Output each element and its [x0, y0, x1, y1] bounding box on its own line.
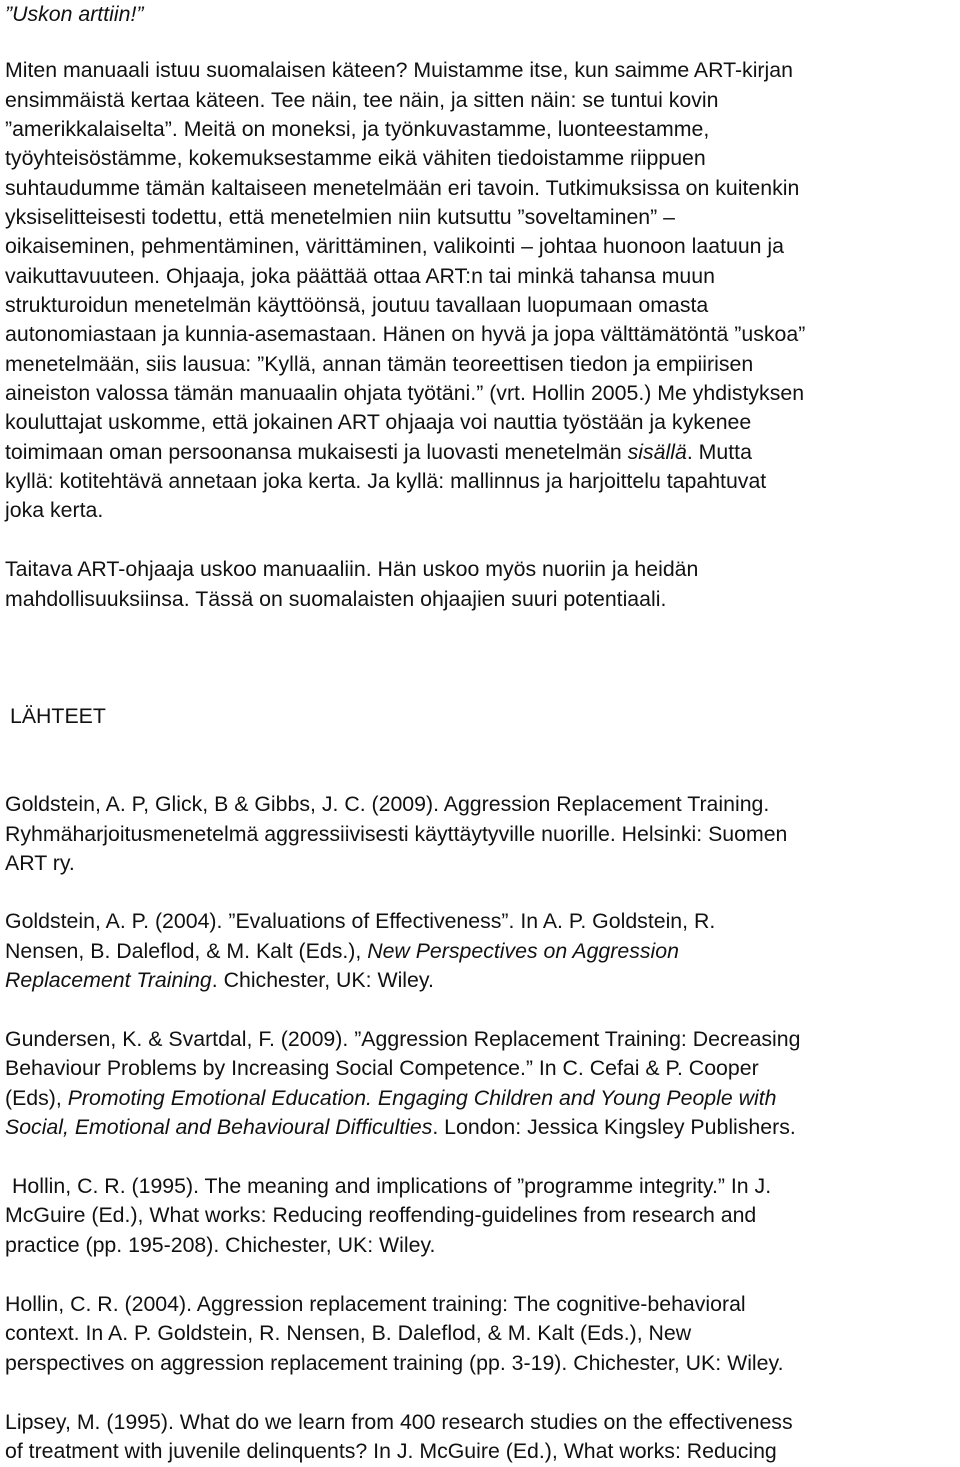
reference-line: Nensen, B. Daleflod, & M. Kalt (Eds.), New Perspectives on Aggression: [5, 939, 679, 963]
paragraph-line: kouluttajat uskomme, että jokainen ART ohjaaja voi nauttia työstään ja kykenee: [5, 410, 752, 434]
reference-line: Behaviour Problems by Increasing Social Competence.” In C. Cefai & P. Cooper: [5, 1056, 759, 1080]
paragraph-line: toimimaan oman persoonansa mukaisesti ja luovasti menetelmän sisällä. Mutta: [5, 440, 752, 464]
reference-line: practice (pp. 195-208). Chichester, UK: Wiley.: [5, 1233, 436, 1257]
reference-line: Lipsey, M. (1995). What do we learn from 400 research studies on the effectiveness: [5, 1410, 793, 1434]
paragraph-line: vaikuttavuuteen. Ohjaaja, joka päättää ottaa ART:n tai minkä tahansa muun: [5, 264, 715, 288]
reference-line: Goldstein, A. P, Glick, B & Gibbs, J. C. (2009). Aggression Replacement Training.: [5, 792, 770, 816]
paragraph-line: strukturoidun menetelmän käyttöönsä, joutuu tavallaan luopumaan omasta: [5, 293, 709, 317]
reference-line: context. In A. P. Goldstein, R. Nensen, B. Daleflod, & M. Kalt (Eds.), New: [5, 1321, 692, 1345]
paragraph-line: työyhteisöstämme, kokemuksestamme eikä vähiten tiedoistamme riippuen: [5, 146, 706, 170]
reference-line: Social, Emotional and Behavioural Difficulties. London: Jessica Kingsley Publishers.: [5, 1115, 796, 1139]
paragraph-line: ”amerikkalaiselta”. Meitä on moneksi, ja työnkuvastamme, luonteestamme,: [5, 117, 710, 141]
reference-line: McGuire (Ed.), What works: Reducing reoffending-guidelines from research and: [5, 1203, 757, 1227]
paragraph-line: autonomiastaan ja kunnia-asemastaan. Hänen on hyvä ja jopa välttämätöntä ”uskoa”: [5, 322, 806, 346]
reference-line: Hollin, C. R. (1995). The meaning and implications of ”programme integrity.” In J.: [12, 1174, 772, 1198]
reference-line: Ryhmäharjoitusmenetelmä aggressiivisesti käyttäytyville nuorille. Helsinki: Suomen: [5, 822, 788, 846]
paragraph-line: oikaiseminen, pehmentäminen, värittäminen, valikointi – johtaa huonoon laatuun ja: [5, 234, 785, 258]
reference-line: (Eds), Promoting Emotional Education. Engaging Children and Young People with: [5, 1086, 777, 1110]
references-heading: LÄHTEET: [10, 704, 106, 728]
section-title: ”Uskon arttiin!”: [5, 2, 144, 26]
paragraph-line: aineiston valossa tämän manuaalin ohjata työtäni.” (vrt. Hollin 2005.) Me yhdistyksen: [5, 381, 805, 405]
paragraph-line: menetelmään, siis lausua: ”Kyllä, annan tämän teoreettisen tiedon ja empiirisen: [5, 352, 754, 376]
reference-line: Gundersen, K. & Svartdal, F. (2009). ”Aggression Replacement Training: Decreasing: [5, 1027, 801, 1051]
paragraph-line: Taitava ART-ohjaaja uskoo manuaaliin. Hän uskoo myös nuoriin ja heidän: [5, 557, 699, 581]
paragraph-line: kyllä: kotitehtävä annetaan joka kerta. Ja kyllä: mallinnus ja harjoittelu tapahtuvat: [5, 469, 767, 493]
paragraph-line: ensimmäistä kertaa käteen. Tee näin, tee näin, ja sitten näin: se tuntui kovin: [5, 88, 719, 112]
reference-line: Hollin, C. R. (2004). Aggression replacement training: The cognitive-behavioral: [5, 1292, 746, 1316]
reference-line: ART ry.: [5, 851, 75, 875]
paragraph-line: yksiselitteisesti todettu, että menetelmien niin kutsuttu ”soveltaminen” –: [5, 205, 675, 229]
paragraph-line: suhtaudumme tämän kaltaiseen menetelmään eri tavoin. Tutkimuksissa on kuitenkin: [5, 176, 800, 200]
reference-line: of treatment with juvenile delinquents? In J. McGuire (Ed.), What works: Reducing: [5, 1439, 777, 1463]
reference-line: perspectives on aggression replacement training (pp. 3-19). Chichester, UK: Wiley.: [5, 1351, 784, 1375]
reference-line: Goldstein, A. P. (2004). ”Evaluations of Effectiveness”. In A. P. Goldstein, R.: [5, 909, 716, 933]
paragraph-line: mahdollisuuksiinsa. Tässä on suomalaisten ohjaajien suuri potentiaali.: [5, 587, 667, 611]
reference-line: Replacement Training. Chichester, UK: Wiley.: [5, 968, 434, 992]
paragraph-line: joka kerta.: [5, 498, 104, 522]
paragraph-line: Miten manuaali istuu suomalaisen käteen? Muistamme itse, kun saimme ART-kirjan: [5, 58, 793, 82]
